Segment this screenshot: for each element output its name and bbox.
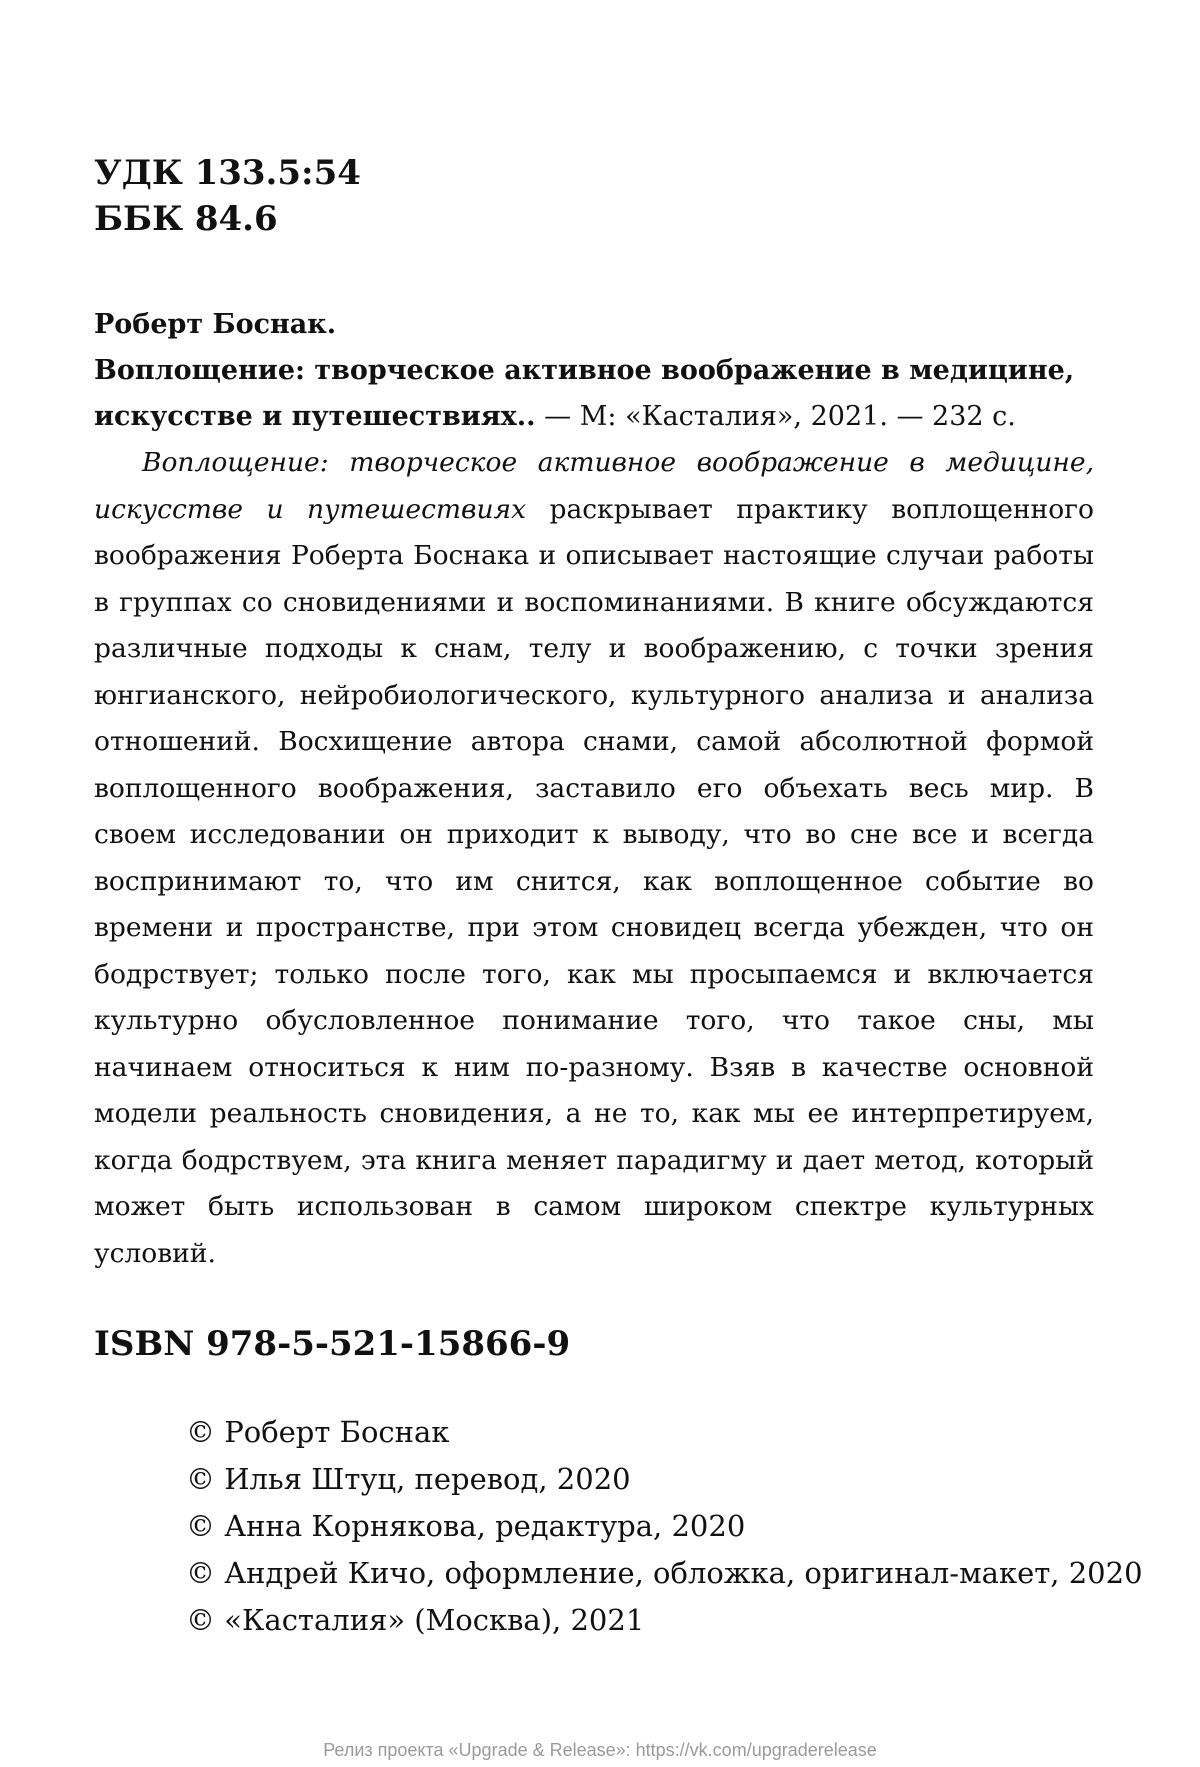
copyright-line: © Анна Корнякова, редактура, 2020	[186, 1509, 746, 1543]
copyright-line: © «Касталия» (Москва), 2021	[186, 1603, 645, 1637]
bbk-code: ББК 84.6	[94, 199, 278, 239]
copyright-line: © Роберт Боснак	[186, 1415, 450, 1449]
isbn: ISBN 978-5-521-15866-9	[94, 1324, 571, 1364]
release-footer: Релиз проекта «Upgrade & Release»: https://vk.com/upgraderelease	[323, 1740, 877, 1760]
publication-info: — М: «Касталия», 2021. — 232 с.	[535, 401, 1016, 432]
copyright-line: © Илья Штуц, перевод, 2020	[186, 1462, 631, 1496]
abstract-body: раскрывает практику воплощенного воображения Роберта Боснака и описывает настоящие случаи работы в группах со сновидениями и воспоминаниями. В книге обсуждаются различные подходы к снам, телу и воображению, с точки зрения юнгианского, нейробиологического, культурного анализа и анализа отношений. Восхищение автора снами, самой абсолютной формой воплощенного воображения, заставило его объехать весь мир. В своем исследовании он приходит к выводу, что во сне все и всегда воспринимают то, что им снится, как воплощенное событие во времени и пространстве, при этом сновидец всегда убежден, что он бодрствует; только после того, как мы просыпаемся и включается культурно обусловленное понимание того, что такое сны, мы начинаем относиться к ним по-разному. Взяв в качестве основной модели реальность сновидения, а не то, как мы ее интерпретируем, когда бодрствуем, эта книга меняет парадигму и дает метод, который может быть использован в самом широком спектре культурных условий.	[94, 493, 1094, 1269]
author-name: Роберт Боснак.	[94, 309, 337, 340]
title-publication	[94, 348, 1094, 440]
udk-code: УДК 133.5:54	[94, 153, 361, 193]
book-title: Воплощение: творческое активное воображение в медицине, искусстве и путешествиях..	[94, 355, 1075, 432]
abstract	[94, 440, 1094, 1277]
classification-codes	[94, 150, 1094, 242]
imprint-page	[94, 150, 1143, 1673]
bibliographic-record	[94, 302, 1094, 1277]
copyright-list	[186, 1409, 1143, 1644]
abstract-title: Воплощение: творческое активное воображение в медицине, искусстве и путешествиях	[94, 447, 1094, 525]
copyright-line: © Андрей Кичо, оформление, обложка, оригинал-макет, 2020	[186, 1556, 1143, 1590]
